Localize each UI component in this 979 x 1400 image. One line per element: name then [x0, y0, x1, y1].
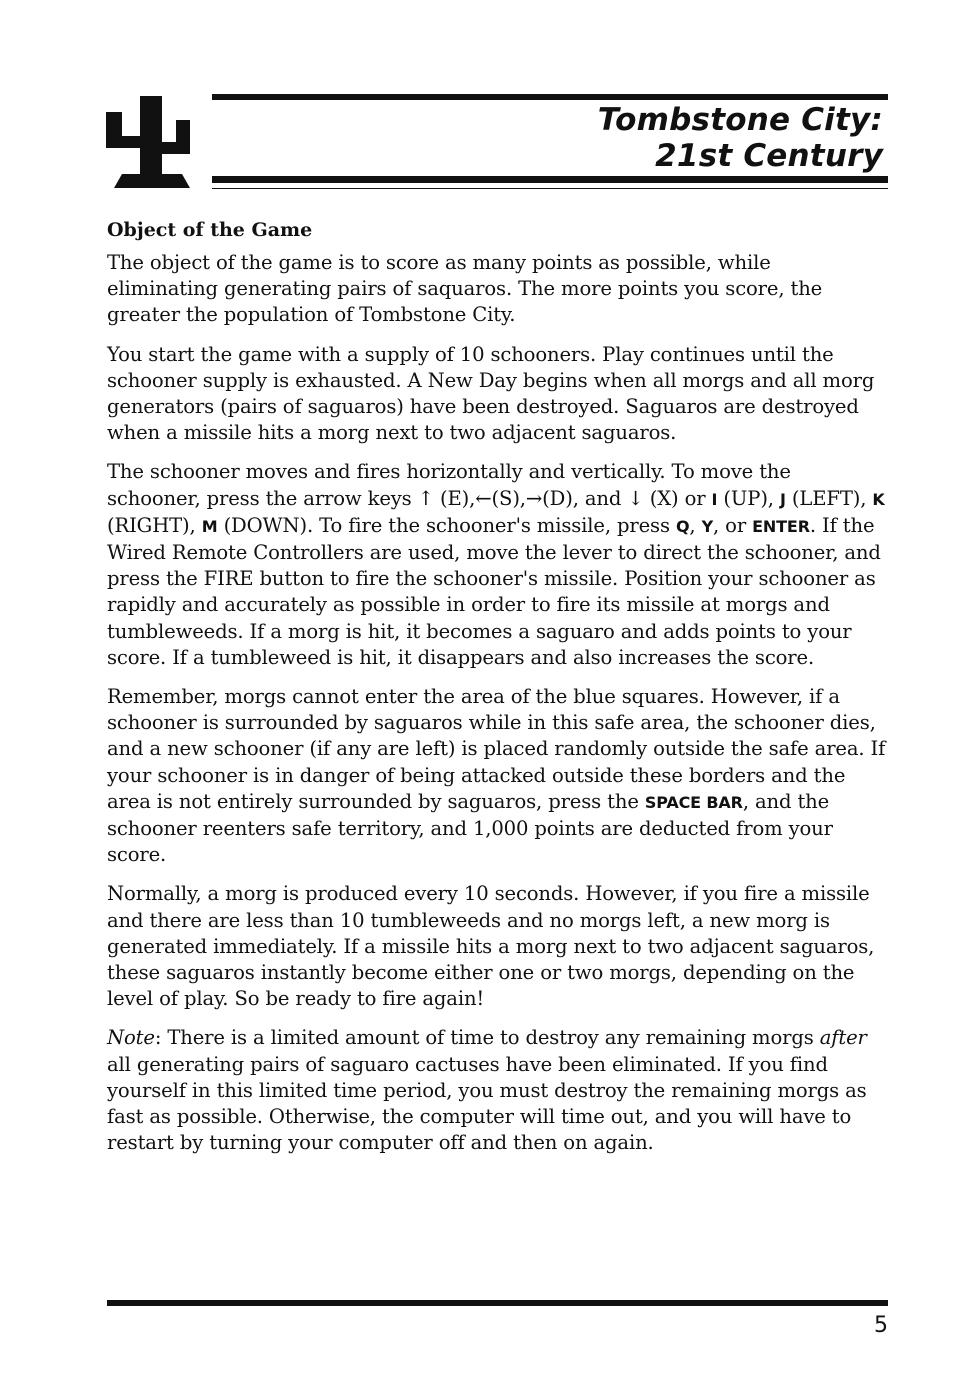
note-label: Note [107, 1026, 155, 1050]
text: , and the schooner reenters safe territory, and 1,000 points are deducted from your score. [107, 789, 833, 867]
text: : There is a limited amount of time to destroy any remaining morgs [154, 1026, 820, 1050]
key-j: J [779, 489, 786, 509]
key-k: K [872, 489, 885, 509]
footer-rule [107, 1300, 888, 1306]
title-line-1: Tombstone City: [597, 102, 883, 138]
text: (LEFT), [785, 486, 873, 510]
text: (UP), [717, 486, 780, 510]
text: (D), and [542, 486, 628, 510]
text: (E), [433, 486, 476, 510]
text: (DOWN). To fire the schooner's missile, press [217, 513, 676, 537]
paragraph-3 [107, 459, 887, 671]
text: , [689, 513, 702, 537]
key-m: M [201, 516, 218, 536]
text: (S), [491, 486, 526, 510]
paragraph-5: Normally, a morg is produced every 10 seconds. However, if you fire a missile and there are less than 10 tumbleweeds and no morgs left, a new morg is generated immediately. If a missile hits a morg next to two adjacent saguaros, these saguaros instantly become either one or two morgs, depending on the level of play. So be ready to fire again! [107, 882, 875, 1011]
paragraph-1: The object of the game is to score as many points as possible, while eliminating generating pairs of saquaros. The more points you score, the greater the population of Tombstone City. [107, 251, 823, 327]
key-y: Y [701, 516, 714, 536]
text: The schooner moves and fires horizontally and vertically. To move the schooner, press the arrow keys [107, 460, 791, 510]
arrow-right-icon: → [525, 486, 543, 510]
paragraph-2: You start the game with a supply of 10 schooners. Play continues until the schooner supply is exhausted. A New Day begins when all morgs and all morg generators (pairs of saguaros) have been destroyed. Saguaros are destroyed when a missile hits a morg next to two adjacent saguaros. [107, 342, 875, 445]
page-title [598, 102, 883, 174]
cactus-icon [106, 96, 198, 188]
section-heading: Object of the Game [107, 219, 313, 241]
text: Remember, morgs cannot enter the area of the blue squares. However, if a schooner is surrounded by saguaros while in this safe area, the schooner dies, and a new schooner (if any are left) is placed randomly outside the safe area. If your schooner is in danger of being attacked outside these borders and the area is not entirely surrounded by saguaros, press the [107, 685, 886, 813]
paragraph-6 [107, 1025, 887, 1156]
body-text [107, 250, 887, 1170]
arrow-up-icon: ↑ [417, 486, 434, 510]
page-number: 5 [874, 1313, 888, 1338]
key-q: Q [675, 516, 690, 536]
text: , or [713, 513, 753, 537]
text: (RIGHT), [107, 513, 202, 537]
emphasis-after: after [819, 1026, 867, 1050]
title-line-2: 21st Century [655, 138, 883, 174]
header-rule-bottom [212, 176, 888, 183]
header-rule-top [212, 94, 888, 100]
key-space-bar: SPACE BAR [644, 792, 743, 812]
key-i: I [711, 489, 718, 509]
header-rule-thin [212, 188, 888, 189]
text: all generating pairs of saguaro cactuses have been eliminated. If you find yourself in this limited time period, you must destroy the remaining morgs as fast as possible. Otherwise, the computer will time out, and you will have to restart by turning your computer off and then on again. [107, 1052, 867, 1155]
text: (X) or [643, 486, 712, 510]
key-enter: ENTER [752, 516, 810, 536]
arrow-down-icon: ↓ [627, 486, 644, 510]
paragraph-4 [107, 684, 887, 868]
text: . If the Wired Remote Controllers are used, move the lever to direct the schooner, and press the FIRE button to fire the schooner's missile. Position your schooner as rapidly and accurately as possible in order to fire its missile at morgs and tumbleweeds. If a morg is hit, it becomes a saguaro and adds points to your score. If a tumbleweed is hit, it disappears and also increases the score. [107, 513, 881, 669]
arrow-left-icon: ← [475, 486, 492, 510]
